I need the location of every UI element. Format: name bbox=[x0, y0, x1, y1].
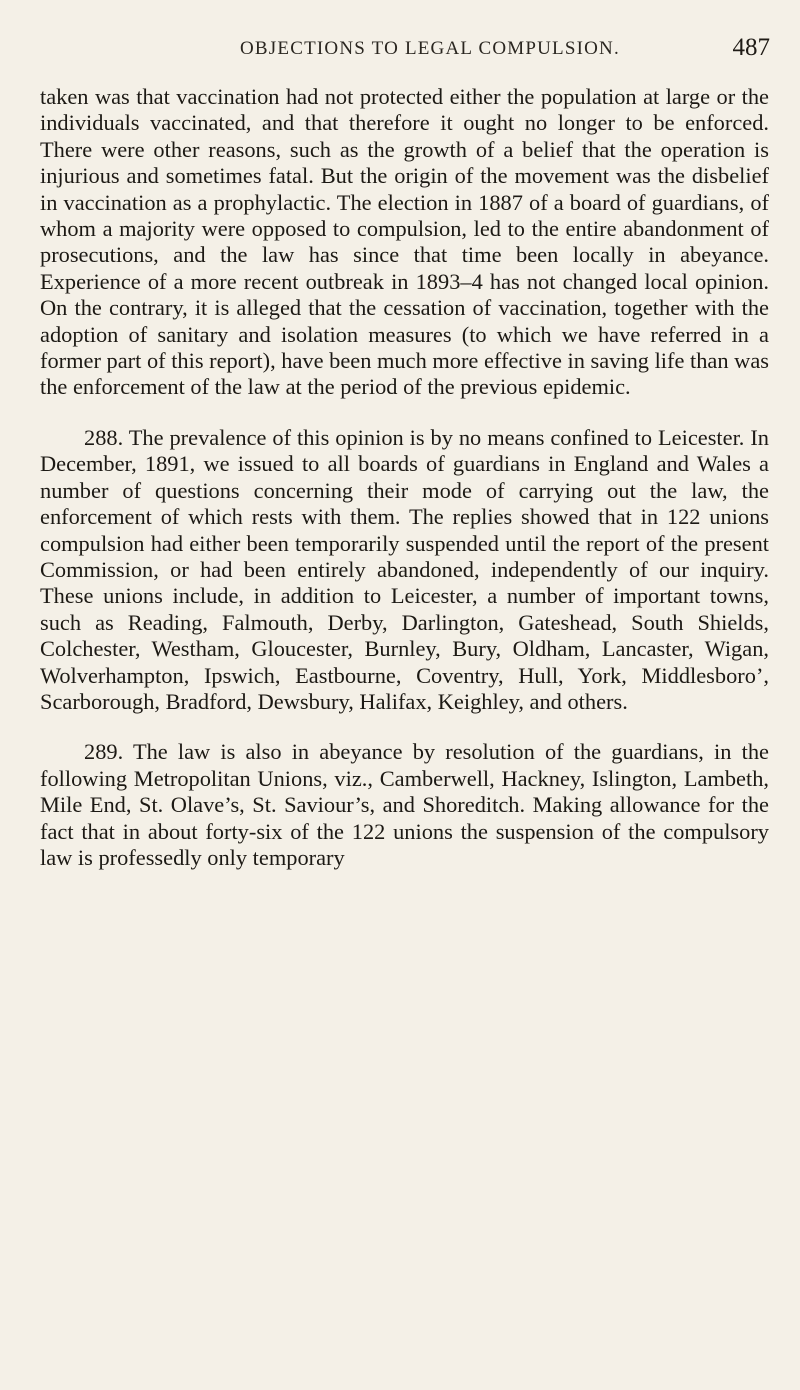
paragraph-289 bbox=[40, 739, 769, 871]
page-number: 487 bbox=[732, 34, 770, 61]
running-head bbox=[40, 34, 770, 74]
paragraph-text: The prevalence of this opinion is by no means confined to Leicester. In December, 1891, we issued to all boards of guardians in England and Wales a number of questions concerning their mode of carrying out the law, the enforcement of which rests with them. The replies showed that in 122 unions compulsion had either been temporarily suspended until the report of the present Commission, or had been entirely abandoned, independently of our inquiry. These unions include, in addition to Leicester, a number of important towns, such as Reading, Falmouth, Derby, Darlington, Gateshead, South Shields, Colchester, Westham, Gloucester, Burnley, Bury, Oldham, Lancaster, Wigan, Wolverhampton, Ipswich, Eastbourne, Coventry, Hull, York, Middlesboro’, Scarborough, Bradford, Dewsbury, Halifax, Keighley, and others. bbox=[40, 424, 769, 714]
paragraph-text: taken was that vaccination had not protected either the population at large or the individuals vaccinated, and that therefore it ought no longer to be enforced. There were other reasons, such as the growth of a belief that the operation is injurious and sometimes fatal. But the origin of the movement was the disbelief in vaccination as a prophylactic. The election in 1887 of a board of guardians, of whom a majority were opposed to compulsion, led to the entire abandonment of prosecutions, and the law has since that time been locally in abeyance. Experience of a more recent outbreak in 1893–4 has not changed local opinion. On the contrary, it is alleged that the cessation of vaccination, together with the adoption of sanitary and isolation measures (to which we have referred in a former part of this report), have been much more effective in saving life than was the enforcement of the law at the period of the previous epidemic. bbox=[40, 84, 769, 400]
body-text bbox=[40, 84, 769, 871]
paragraph-number: 289. bbox=[84, 739, 124, 765]
paragraph-continued bbox=[40, 84, 769, 401]
running-title: OBJECTIONS TO LEGAL COMPULSION. bbox=[240, 38, 620, 59]
paragraph-number: 288. bbox=[84, 424, 124, 450]
paragraph-288 bbox=[40, 425, 769, 715]
paragraph-text: The law is also in abeyance by resolution of the guardians, in the following Metropolitan Unions, viz., Camberwell, Hackney, Islington, Lambeth, Mile End, St. Olave’s, St. Saviour’s, and Shoreditch. Making allowance for the fact that in about forty-six of the 122 unions the suspension of the compulsory law is professedly only temporary bbox=[40, 739, 769, 870]
